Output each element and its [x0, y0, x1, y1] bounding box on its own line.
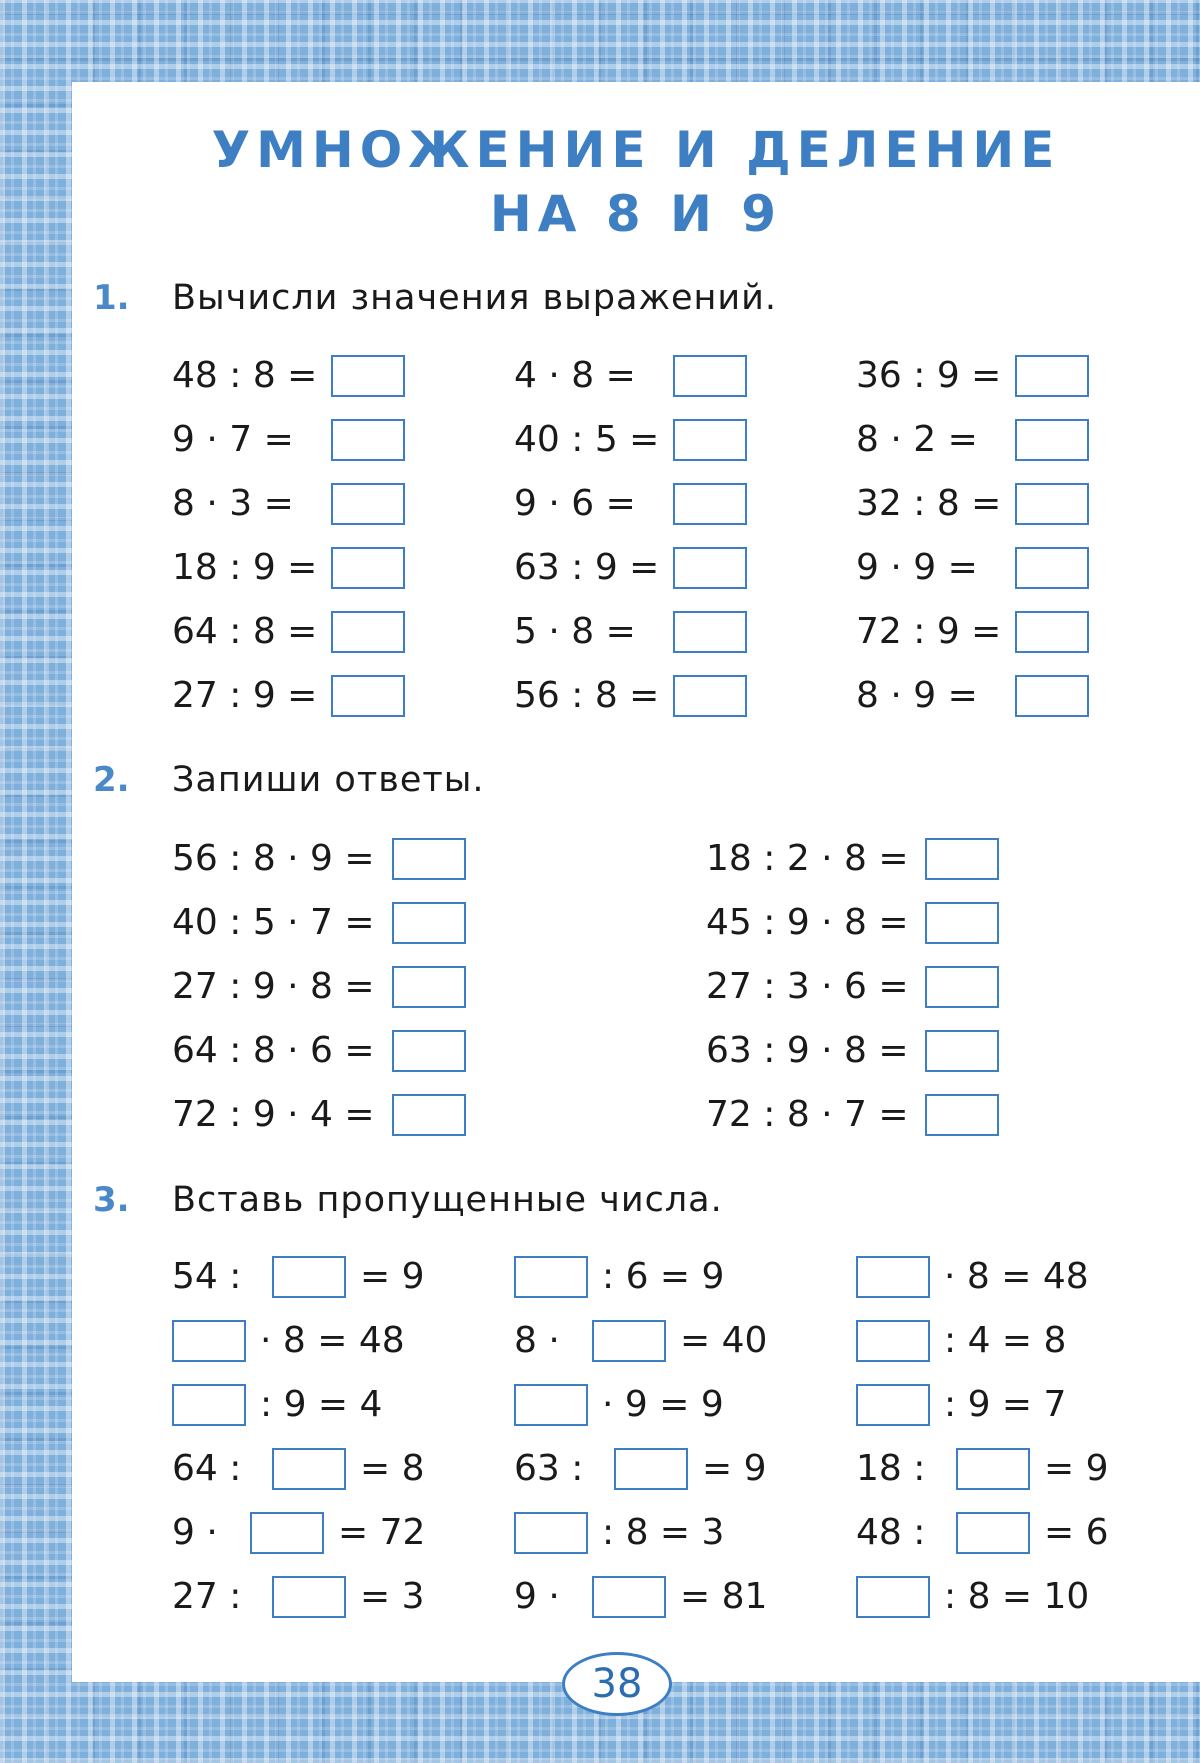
task3-missing-number-box[interactable]	[172, 1320, 246, 1362]
task1-answer-box[interactable]	[331, 355, 405, 397]
task1-expression: 27 : 9 =	[172, 675, 318, 716]
task3-expression-part: = 72	[338, 1512, 426, 1553]
page-title-line1: УМНОЖЕНИЕ И ДЕЛЕНИЕ	[211, 121, 1061, 179]
task3-expression-part: · 8 = 48	[260, 1320, 405, 1361]
task2-number: 2.	[93, 760, 130, 800]
task1-number: 1.	[93, 278, 130, 318]
task1-answer-box[interactable]	[673, 483, 747, 525]
task3-expression-part: = 9	[360, 1256, 425, 1297]
task1-answer-box[interactable]	[1015, 675, 1089, 717]
task2-expression: 63 : 9 · 8 =	[706, 1030, 909, 1071]
task3-expression-part: = 8	[360, 1448, 425, 1489]
task3-expression-part: = 6	[1044, 1512, 1109, 1553]
task2-answer-box[interactable]	[925, 902, 999, 944]
task3-expression-part: : 9 = 4	[260, 1384, 383, 1425]
task1-expression: 8 · 2 =	[856, 419, 978, 460]
task1-answer-box[interactable]	[331, 547, 405, 589]
task1-expression: 40 : 5 =	[514, 419, 660, 460]
task1-answer-box[interactable]	[1015, 547, 1089, 589]
task2-expression: 27 : 9 · 8 =	[172, 966, 375, 1007]
task1-expression: 5 · 8 =	[514, 611, 636, 652]
task3-expression-part: : 8 = 3	[602, 1512, 725, 1553]
task1-answer-box[interactable]	[1015, 419, 1089, 461]
task1-answer-box[interactable]	[331, 419, 405, 461]
task1-expression: 64 : 8 =	[172, 611, 318, 652]
task3-missing-number-box[interactable]	[592, 1576, 666, 1618]
task3-instruction: Вставь пропущенные числа.	[172, 1180, 723, 1220]
task3-missing-number-box[interactable]	[856, 1256, 930, 1298]
task1-expression: 56 : 8 =	[514, 675, 660, 716]
task1-answer-box[interactable]	[673, 547, 747, 589]
task1-answer-box[interactable]	[673, 611, 747, 653]
task3-expression-part: 9 ·	[172, 1512, 218, 1553]
task2-answer-box[interactable]	[925, 1094, 999, 1136]
task1-answer-box[interactable]	[331, 611, 405, 653]
task2-expression: 45 : 9 · 8 =	[706, 902, 909, 943]
task3-expression-part: 63 :	[514, 1448, 584, 1489]
task3-expression-part: : 6 = 9	[602, 1256, 725, 1297]
task3-missing-number-box[interactable]	[856, 1576, 930, 1618]
task3-missing-number-box[interactable]	[514, 1256, 588, 1298]
task3-expression-part: 8 ·	[514, 1320, 560, 1361]
task3-expression-part: 18 :	[856, 1448, 926, 1489]
task2-answer-box[interactable]	[392, 838, 466, 880]
task3-missing-number-box[interactable]	[514, 1512, 588, 1554]
task3-missing-number-box[interactable]	[856, 1384, 930, 1426]
task3-missing-number-box[interactable]	[250, 1512, 324, 1554]
task1-expression: 72 : 9 =	[856, 611, 1002, 652]
task2-answer-box[interactable]	[925, 966, 999, 1008]
task1-answer-box[interactable]	[673, 355, 747, 397]
task2-answer-box[interactable]	[392, 1030, 466, 1072]
task3-expression-part: 54 :	[172, 1256, 242, 1297]
task3-missing-number-box[interactable]	[592, 1320, 666, 1362]
task1-expression: 9 · 9 =	[856, 547, 978, 588]
task3-missing-number-box[interactable]	[514, 1384, 588, 1426]
task2-expression: 72 : 9 · 4 =	[172, 1094, 375, 1135]
page-number: 38	[562, 1652, 672, 1716]
task3-missing-number-box[interactable]	[614, 1448, 688, 1490]
task1-answer-box[interactable]	[673, 675, 747, 717]
task2-expression: 40 : 5 · 7 =	[172, 902, 375, 943]
task3-expression-part: = 9	[702, 1448, 767, 1489]
task3-expression-part: 64 :	[172, 1448, 242, 1489]
task2-expression: 64 : 8 · 6 =	[172, 1030, 375, 1071]
page-title-line2: НА 8 И 9	[489, 185, 783, 243]
task3-missing-number-box[interactable]	[956, 1512, 1030, 1554]
task3-expression-part: 9 ·	[514, 1576, 560, 1617]
task1-answer-box[interactable]	[1015, 483, 1089, 525]
task1-answer-box[interactable]	[331, 675, 405, 717]
task2-answer-box[interactable]	[925, 1030, 999, 1072]
task1-expression: 32 : 8 =	[856, 483, 1002, 524]
task3-expression-part: = 81	[680, 1576, 768, 1617]
task3-expression-part: : 4 = 8	[944, 1320, 1067, 1361]
task3-missing-number-box[interactable]	[172, 1384, 246, 1426]
worksheet-page	[72, 82, 1200, 1682]
task3-expression-part: : 9 = 7	[944, 1384, 1067, 1425]
task2-answer-box[interactable]	[392, 1094, 466, 1136]
task1-instruction: Вычисли значения выражений.	[172, 278, 778, 318]
task3-missing-number-box[interactable]	[272, 1256, 346, 1298]
task3-expression-part: : 8 = 10	[944, 1576, 1090, 1617]
task1-answer-box[interactable]	[673, 419, 747, 461]
task1-expression: 9 · 6 =	[514, 483, 636, 524]
task2-expression: 18 : 2 · 8 =	[706, 838, 909, 879]
task3-expression-part: 27 :	[172, 1576, 242, 1617]
task3-missing-number-box[interactable]	[272, 1448, 346, 1490]
task1-expression: 48 : 8 =	[172, 355, 318, 396]
task3-missing-number-box[interactable]	[856, 1320, 930, 1362]
task2-answer-box[interactable]	[392, 902, 466, 944]
task3-expression-part: = 9	[1044, 1448, 1109, 1489]
task3-expression-part: 48 :	[856, 1512, 926, 1553]
task2-expression: 27 : 3 · 6 =	[706, 966, 909, 1007]
task1-expression: 8 · 9 =	[856, 675, 978, 716]
task3-expression-part: · 9 = 9	[602, 1384, 724, 1425]
task1-answer-box[interactable]	[1015, 355, 1089, 397]
task1-answer-box[interactable]	[1015, 611, 1089, 653]
task3-number: 3.	[93, 1180, 130, 1220]
task2-expression: 56 : 8 · 9 =	[172, 838, 375, 879]
task2-expression: 72 : 8 · 7 =	[706, 1094, 909, 1135]
task1-expression: 36 : 9 =	[856, 355, 1002, 396]
task2-answer-box[interactable]	[925, 838, 999, 880]
task3-expression-part: = 3	[360, 1576, 425, 1617]
task2-answer-box[interactable]	[392, 966, 466, 1008]
task2-instruction: Запиши ответы.	[172, 760, 485, 800]
task1-expression: 8 · 3 =	[172, 483, 294, 524]
task1-expression: 4 · 8 =	[514, 355, 636, 396]
task1-expression: 63 : 9 =	[514, 547, 660, 588]
task3-expression-part: · 8 = 48	[944, 1256, 1089, 1297]
task1-expression: 18 : 9 =	[172, 547, 318, 588]
task3-missing-number-box[interactable]	[272, 1576, 346, 1618]
task3-missing-number-box[interactable]	[956, 1448, 1030, 1490]
task1-expression: 9 · 7 =	[172, 419, 294, 460]
task3-expression-part: = 40	[680, 1320, 768, 1361]
task1-answer-box[interactable]	[331, 483, 405, 525]
